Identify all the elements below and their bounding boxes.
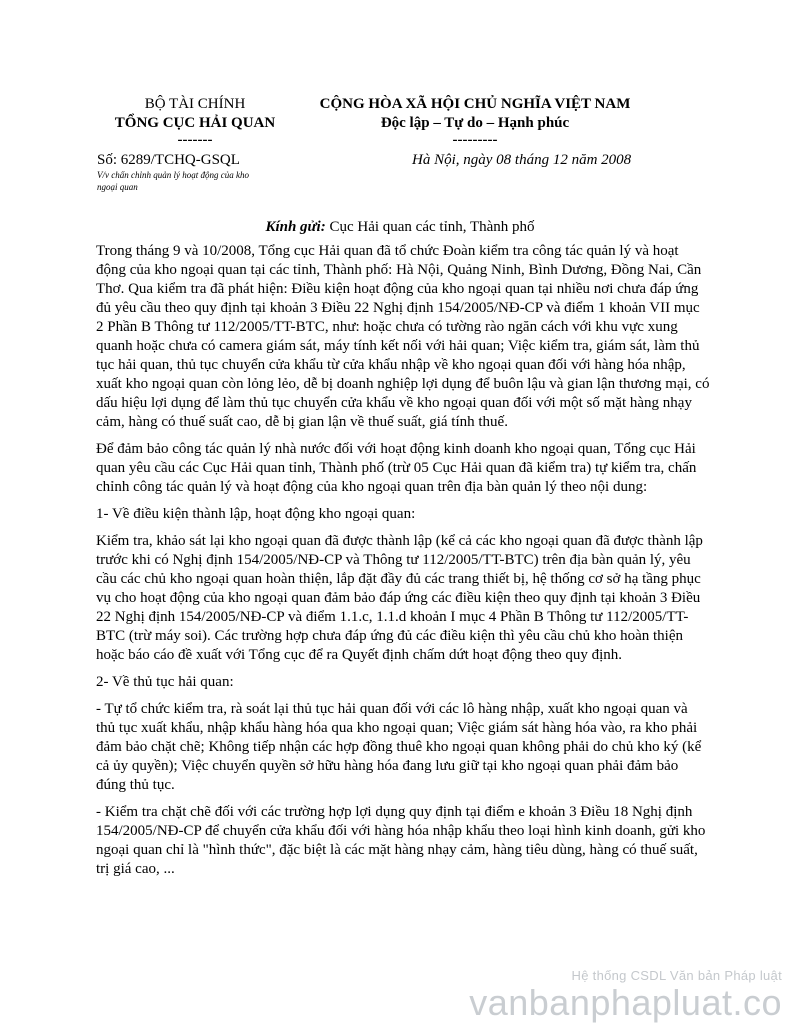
watermark-caption: Hệ thống CSDL Văn bản Pháp luật <box>571 968 782 983</box>
right-divider: --------- <box>452 132 498 148</box>
ministry-name: BỘ TÀI CHÍNH <box>144 96 246 112</box>
paragraph: Trong tháng 9 và 10/2008, Tổng cục Hải quan đã tổ chức Đoàn kiểm tra công tác quản lý và hoạt động của kho ngoại quan tại các tỉnh, Thành phố: Hà Nội, Quảng Ninh, Bình Dương, Đồng Nai, Cần Thơ. Qua kiểm tra đã phát hiện: Điều kiện hoạt động của kho ngoại quan tại nhiều nơi chưa đáp ứng đủ yêu cầu theo quy định tại khoản 3 Điều 22 Nghị định 154/2005/NĐ-CP và điểm 1 khoản VII mục 2 Phần B Thông tư 112/2005/TT-BTC, như: hoặc chưa có tường rào ngăn cách với khu vực xung quanh hoặc chưa có camera giám sát, máy tính kết nối với hải quan; Việc kiểm tra, giám sát, làm thủ tục hải quan, thủ tục chuyển cửa khẩu từ cửa khẩu nhập về kho ngoại quan đối với hàng hóa nhập, xuất kho ngoại quan còn lỏng lẻo, dễ bị doanh nghiệp lợi dụng để buôn lậu và gian lận thương mại, có dấu hiệu lợi dụng để làm thủ tục chuyển cửa khẩu về kho ngoại quan đối với một số mặt hàng nhạy cảm, hàng có thuế suất cao, dễ bị gian lận về thuế suất, giá tính thuế. <box>96 243 710 430</box>
subject-line-2: ngoại quan <box>97 182 138 192</box>
recipient-label: Kính gửi: <box>265 219 326 235</box>
department-name: TỔNG CỤC HẢI QUAN <box>114 115 276 131</box>
place-and-date: Hà Nội, ngày 08 tháng 12 năm 2008 <box>412 152 632 168</box>
document-body <box>96 242 710 887</box>
watermark-site: vanbanphapluat.co <box>469 982 782 1023</box>
paragraph: - Tự tổ chức kiểm tra, rà soát lại thủ tục hải quan đối với các lô hàng nhập, xuất kho ngoại quan và thủ tục xuất khẩu, nhập khẩu hàng hóa qua kho ngoại quan; Việc giám sát hàng hóa vào, ra kho phải đảm bảo chặt chẽ; Không tiếp nhận các hợp đồng thuê kho ngoại quan không phải do chủ kho ký (kể cả ủy quyền); Việc chuyển quyền sở hữu hàng hóa đang lưu giữ tại kho ngoại quan phải đảm bảo đúng thủ tục. <box>96 701 702 793</box>
left-divider: ------- <box>177 132 213 148</box>
subject-line-1: V/v chấn chỉnh quản lý hoạt động của kho <box>97 170 249 180</box>
section-heading: 1- Về điều kiện thành lập, hoạt động kho ngoại quan: <box>96 506 416 522</box>
section-heading: 2- Về thủ tục hải quan: <box>96 674 234 690</box>
nation-name: CỘNG HÒA XÃ HỘI CHỦ NGHĨA VIỆT NAM <box>319 96 631 112</box>
recipient-value: Cục Hải quan các tỉnh, Thành phố <box>325 219 535 235</box>
paragraph: - Kiểm tra chặt chẽ đối với các trường hợp lợi dụng quy định tại điểm e khoản 3 Điều 18 Nghị định 154/2005/NĐ-CP để chuyển cửa khẩu đối với hàng hóa nhập khẩu theo loại hình kinh doanh, gửi kho ngoại quan chỉ là "hình thức", đặc biệt là các mặt hàng nhạy cảm, hàng tiêu dùng, hàng có thuế suất, trị giá cao, ... <box>96 804 706 877</box>
national-motto: Độc lập – Tự do – Hạnh phúc <box>380 115 570 131</box>
paragraph: Kiểm tra, khảo sát lại kho ngoại quan đã được thành lập (kể cả các kho ngoại quan đã được thành lập trước khi có Nghị định 154/2005/NĐ-CP và Thông tư 112/2005/TT-BTC) trên địa bàn quản lý, yêu cầu các chủ kho ngoại quan hoàn thiện, lắp đặt đầy đủ các trang thiết bị, hệ thống cơ sở hạ tầng phục vụ cho hoạt động của kho ngoại quan đảm bảo đáp ứng các điều kiện theo quy định tại khoản 3 Điều 22 Nghị định 154/2005/NĐ-CP và điểm 1.1.c, 1.1.d khoản I mục 4 Phần B Thông tư 112/2005/TT-BTC (trừ máy soi). Các trường hợp chưa đáp ứng đủ các điều kiện thì yêu cầu chủ kho hoàn thiện hoặc báo cáo đề xuất với Tổng cục để ra Quyết định chấm dứt hoạt động theo quy định. <box>96 533 703 663</box>
recipient-line <box>0 218 800 236</box>
document-number: Số: 6289/TCHQ-GSQL <box>97 152 240 168</box>
paragraph: Để đảm bảo công tác quản lý nhà nước đối với hoạt động kinh doanh kho ngoại quan, Tổng cục Hải quan yêu cầu các Cục Hải quan tỉnh, Thành phố (trừ 05 Cục Hải quan đã kiểm tra) tự kiểm tra, chấn chỉnh công tác quản lý và hoạt động của kho ngoại quan trên địa bàn quản lý theo nội dung: <box>96 441 697 495</box>
